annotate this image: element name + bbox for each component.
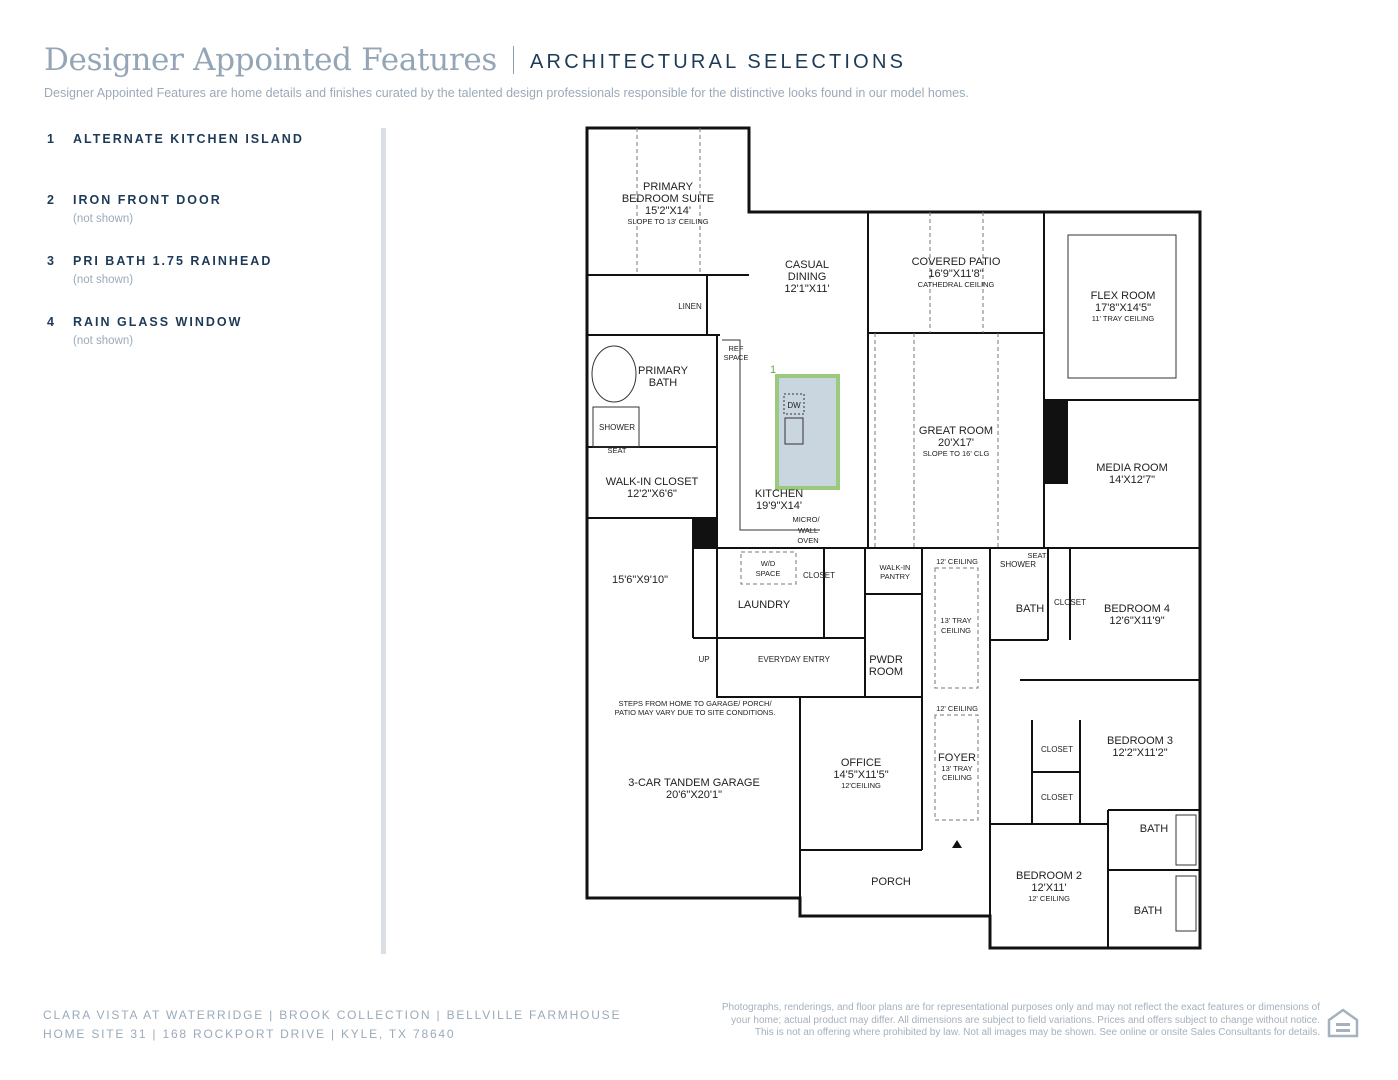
foyer-label: FOYER	[938, 752, 976, 764]
ref-space-label: SPACE	[723, 353, 749, 362]
flex-room-label: FLEX ROOM	[1090, 290, 1156, 302]
porch-label: PORCH	[871, 876, 911, 888]
feature-item	[47, 132, 367, 193]
office-note: 12'CEILING	[841, 781, 881, 790]
feature-item	[47, 193, 367, 254]
flex-room-note: 11' TRAY CEILING	[1091, 314, 1155, 323]
micro-label: WALL	[797, 526, 819, 535]
great-room-label: GREAT ROOM	[918, 425, 994, 437]
feature-note: (not shown)	[73, 274, 134, 286]
footer-community	[43, 1006, 621, 1044]
seat-label: SEAT	[607, 446, 627, 455]
bedroom2-label: BEDROOM 2	[1015, 870, 1083, 882]
feature-number: 1	[47, 132, 56, 146]
primary-suite-dim: 15'2"X14'	[644, 205, 692, 217]
office-label: OFFICE	[840, 757, 882, 769]
linen-label: LINEN	[678, 302, 702, 311]
primary-suite-note: SLOPE TO 13' CEILING	[627, 217, 709, 226]
bath-tub-2	[1176, 815, 1196, 865]
steps-note: STEPS FROM HOME TO GARAGE/ PORCH/	[618, 699, 772, 708]
island-marker: 1	[769, 364, 777, 376]
closet-label: CLOSET	[802, 571, 836, 580]
foyer-label: CEILING	[941, 773, 973, 782]
walkin-closet-dim: 12'2"X6'6"	[627, 488, 677, 500]
shower2-label: SHOWER	[1000, 560, 1036, 569]
disclaimer-line: This is not an offering where prohibited by law. Not all images may be shown. See online or onsite Sales Consultants for details.	[754, 1027, 1320, 1038]
vertical-divider	[381, 128, 386, 954]
feature-label: ALTERNATE KITCHEN ISLAND	[73, 132, 304, 146]
feature-number: 2	[47, 193, 56, 207]
wd-space-label: SPACE	[755, 569, 781, 578]
casual-dining-label: CASUAL	[784, 259, 830, 271]
closet-label-3: CLOSET	[1040, 745, 1074, 754]
up-label: UP	[698, 655, 710, 664]
foyer-label: 13' TRAY	[941, 764, 973, 773]
primary-bath-label: BATH	[648, 377, 678, 389]
bath-label: BATH	[1015, 603, 1045, 615]
walkin-pantry-label: WALK-IN	[879, 563, 911, 572]
title-divider	[513, 46, 514, 74]
media-room-label: MEDIA ROOM	[1096, 462, 1168, 474]
page-subtitle: ARCHITECTURAL SELECTIONS	[530, 50, 907, 73]
bedroom3-dim: 12'2"X11'2"	[1112, 747, 1168, 759]
dw-label: DW	[787, 401, 801, 410]
feature-label: IRON FRONT DOOR	[73, 193, 222, 207]
flex-room-dim: 17'8"X14'5"	[1094, 302, 1152, 314]
footer-line-1: CLARA VISTA AT WATERRIDGE | BROOK COLLECTION | BELLVILLE FARMHOUSE	[43, 1008, 622, 1022]
ceiling-12-label-2: 12' CEILING	[936, 704, 978, 713]
media-room-dim: 14'X12'7"	[1108, 474, 1156, 486]
steps-note: PATIO MAY VARY DUE TO SITE CONDITIONS.	[614, 708, 776, 717]
everyday-entry-label: EVERYDAY ENTRY	[758, 655, 830, 664]
disclaimer-line: your home; actual product may differ. All dimensions are subject to field variations. Prices and offers subject to change without notice.	[731, 1014, 1320, 1026]
walkin-pantry-label: PANTRY	[880, 572, 910, 581]
pwdr-label: PWDR	[869, 654, 903, 666]
bedroom4-dim: 12'6"X11'9"	[1109, 615, 1165, 627]
garage-label: 3-CAR TANDEM GARAGE	[628, 777, 760, 789]
bedroom4-label: BEDROOM 4	[1103, 603, 1171, 615]
kitchen-dim: 19'9"X14'	[755, 500, 803, 512]
feature-item	[47, 254, 367, 315]
walkin-closet-label: WALK-IN CLOSET	[605, 476, 699, 488]
feature-label: RAIN GLASS WINDOW	[73, 315, 243, 329]
bath-label-2: BATH	[1139, 823, 1169, 835]
garage-top-dim: 15'6"X9'10"	[611, 574, 669, 586]
page-header	[44, 42, 1364, 100]
great-room-note: SLOPE TO 16' CLG	[922, 449, 990, 458]
garage-dim: 20'6"X20'1"	[665, 789, 723, 801]
primary-bath-label: PRIMARY	[638, 365, 688, 377]
garage-column	[693, 518, 717, 548]
great-room-dim: 20'X17'	[937, 437, 975, 449]
covered-patio-label: COVERED PATIO	[911, 256, 1001, 268]
wd-space-label: W/D	[760, 559, 776, 568]
casual-dining-label: DINING	[787, 271, 827, 283]
tray-13-label: 13' TRAY	[940, 616, 972, 625]
entry-arrow	[952, 840, 962, 848]
kitchen-label: KITCHEN	[754, 488, 804, 500]
feature-note: (not shown)	[73, 213, 134, 225]
office-dim: 14'5"X11'5"	[833, 769, 889, 781]
footer-line-2: HOME SITE 31 | 168 ROCKPORT DRIVE | KYLE, TX 78640	[43, 1027, 456, 1041]
laundry-label: LAUNDRY	[737, 599, 791, 611]
feature-label: PRI BATH 1.75 RAINHEAD	[73, 254, 273, 268]
feature-item	[47, 315, 367, 376]
disclaimer-line: Photographs, renderings, and floor plans are for representational purposes only and may not reflect the exact features or dimensions of	[721, 1002, 1320, 1013]
feature-list	[47, 132, 367, 376]
covered-patio-note: CATHEDRAL CEILING	[917, 280, 995, 289]
page-description: Designer Appointed Features are home details and finishes curated by the talented design professionals responsible for the distinctive looks found in our model homes.	[44, 86, 969, 100]
fireplace	[1044, 400, 1068, 484]
primary-suite-label: PRIMARY	[643, 181, 693, 193]
bath-label-3: BATH	[1133, 905, 1163, 917]
tray-13-label: CEILING	[940, 626, 972, 635]
seat2-label: SEAT	[1027, 551, 1047, 560]
closet-label-4: CLOSET	[1040, 793, 1074, 802]
closet-label-2: CLOSET	[1053, 598, 1087, 607]
feature-number: 4	[47, 315, 56, 329]
tub	[592, 346, 636, 402]
footer-disclaimer	[680, 1002, 1320, 1040]
bedroom3-label: BEDROOM 3	[1106, 735, 1174, 747]
pwdr-label: ROOM	[868, 666, 904, 678]
page-title: Designer Appointed Features	[44, 42, 498, 78]
bedroom2-note: 12' CEILING	[1028, 894, 1070, 903]
feature-number: 3	[47, 254, 56, 268]
micro-label: OVEN	[797, 536, 819, 545]
casual-dining-dim: 12'1"X11'	[784, 283, 830, 295]
ref-space-label: REF	[728, 344, 744, 353]
bedroom2-dim: 12'X11'	[1031, 882, 1067, 894]
shower-label: SHOWER	[599, 423, 635, 432]
micro-label: MICRO/	[792, 515, 820, 524]
bath-tub-3	[1176, 876, 1196, 931]
kitchen-island-highlight	[777, 376, 838, 488]
primary-suite-label: BEDROOM SUITE	[621, 193, 715, 205]
ceiling-line	[741, 552, 796, 584]
floor-plan	[560, 120, 1220, 960]
equal-housing-icon	[1326, 1006, 1360, 1040]
covered-patio-dim: 16'9"X11'8"	[928, 268, 984, 280]
feature-note: (not shown)	[73, 335, 134, 347]
ceiling-12-label: 12' CEILING	[936, 557, 978, 566]
